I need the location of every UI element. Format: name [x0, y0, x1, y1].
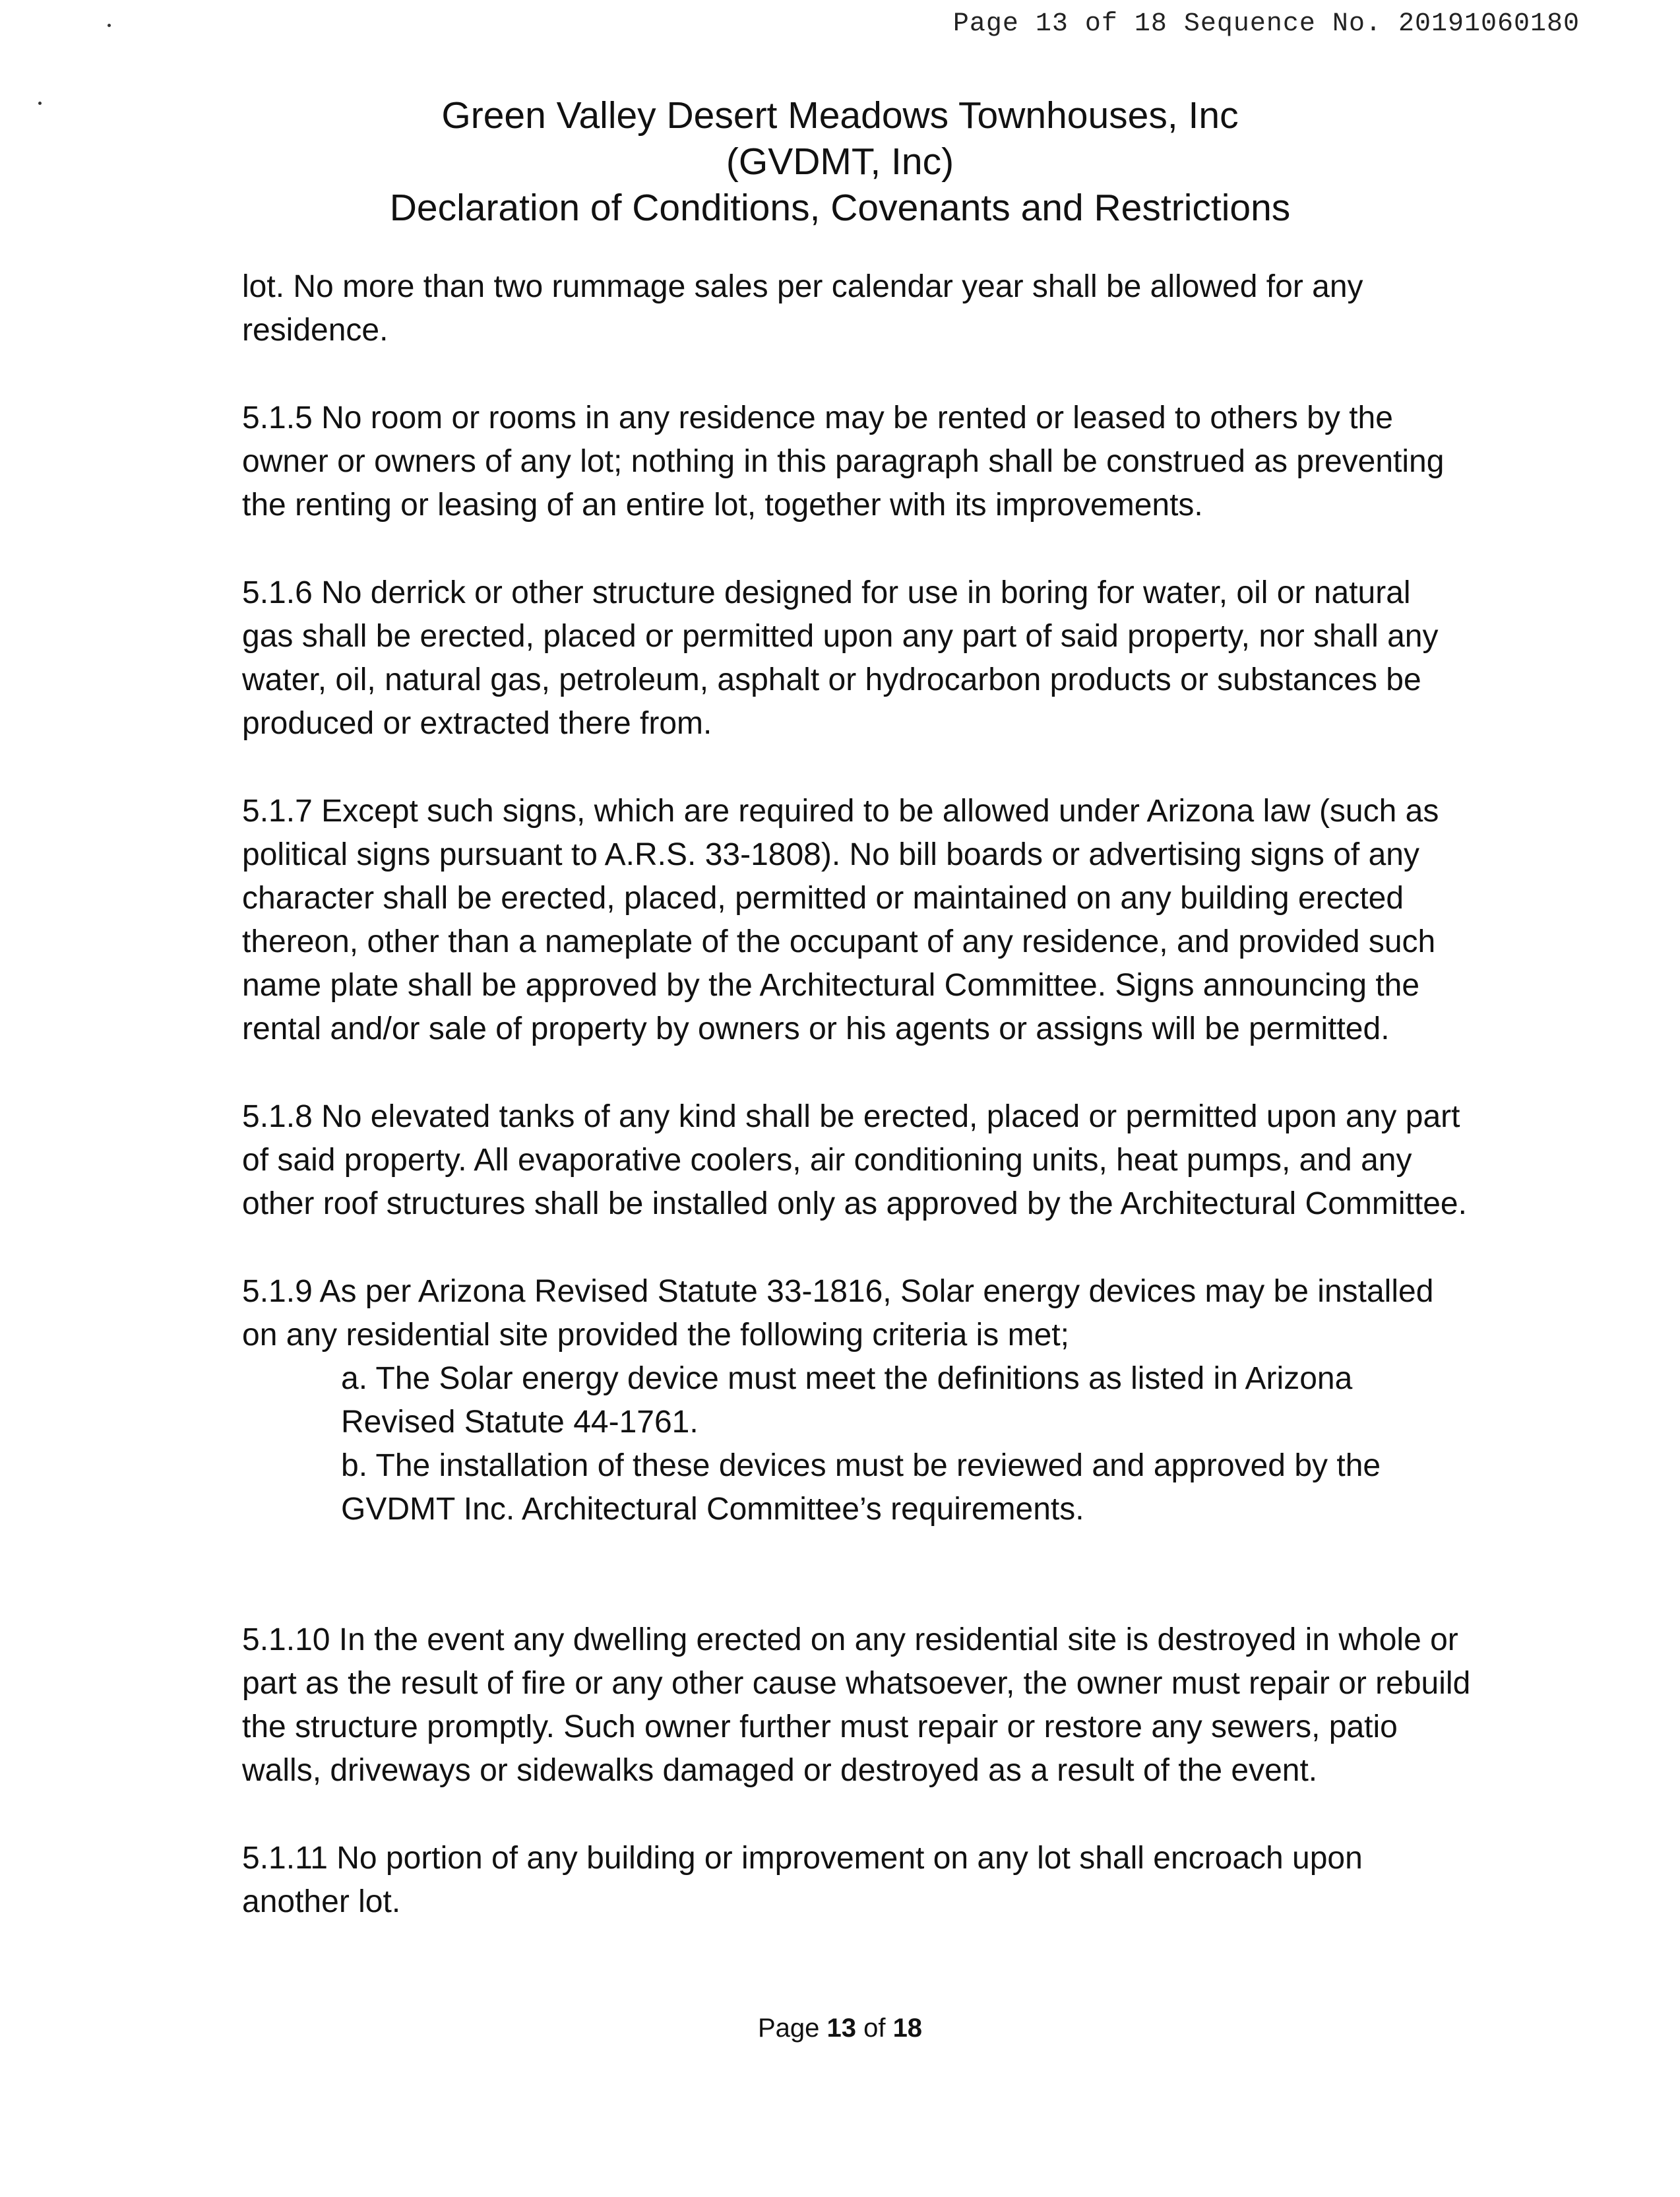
scan-speck: [108, 24, 111, 27]
paragraph-continuation: lot. No more than two rummage sales per calendar year shall be allowed for any residence.: [242, 269, 1363, 348]
footer-mid: of: [856, 2014, 893, 2043]
section-5-1-9-intro: 5.1.9 As per Arizona Revised Statute 33-1816, Solar energy devices may be installed on any residential site provided the following criteria is met;: [242, 1274, 1434, 1353]
section-5-1-9-item-a: a. The Solar energy device must meet the definitions as listed in Arizona Revised Statute 44-1761.: [341, 1361, 1353, 1440]
header-title-line3: Declaration of Conditions, Covenants and Restrictions: [389, 187, 1291, 229]
footer-prefix: Page: [757, 2014, 827, 2043]
section-5-1-9: [242, 1270, 1535, 1531]
section-5-1-5: 5.1.5 No room or rooms in any residence may be rented or leased to others by the owner or owners of any lot; nothing in this paragraph shall be construed as preventing the renting or leasing of an entire lot, together with its improvements.: [242, 400, 1445, 523]
header-title-line2: (GVDMT, Inc): [726, 141, 954, 183]
section-5-1-10: 5.1.10 In the event any dwelling erected on any residential site is destroyed in whole or part as the result of fire or any other cause whatsoever, the owner must repair or rebuild the structure promptly. Such owner further must repair or restore any sewers, patio walls, driveways or sidewalks damaged or destroyed as a result of the event.: [242, 1622, 1471, 1788]
document-body: [242, 265, 1535, 1968]
section-5-1-8: 5.1.8 No elevated tanks of any kind shall be erected, placed or permitted upon any part of said property. All evaporative coolers, air conditioning units, heat pumps, and any other roof structures shall be installed only as approved by the Architectural Committee.: [242, 1099, 1467, 1221]
footer-current-page: 13: [826, 2014, 856, 2043]
footer-total-pages: 18: [892, 2014, 923, 2043]
recording-stamp: Page 13 of 18 Sequence No. 20191060180: [952, 9, 1580, 39]
page-footer: [0, 2014, 1680, 2043]
header-title-line1: Green Valley Desert Meadows Townhouses, Inc: [441, 94, 1239, 137]
document-header: [0, 92, 1680, 231]
section-5-1-11: 5.1.11 No portion of any building or improvement on any lot shall encroach upon another lot.: [242, 1841, 1363, 1919]
section-5-1-6: 5.1.6 No derrick or other structure designed for use in boring for water, oil or natural gas shall be erected, placed or permitted upon any part of said property, nor shall any water, oil, natural gas, petroleum, asphalt or hydrocarbon products or substances be produced or extracted there from.: [242, 575, 1439, 741]
section-5-1-7: 5.1.7 Except such signs, which are required to be allowed under Arizona law (such as political signs pursuant to A.R.S. 33-1808). No bill boards or advertising signs of any character shall be erected, placed, permitted or maintained on any building erected thereon, other than a nameplate of the occupant of any residence, and provided such name plate shall be approved by the Architectural Committee. Signs announcing the rental and/or sale of property by owners or his agents or assigns will be permitted.: [242, 794, 1439, 1046]
section-5-1-9-item-b: b. The installation of these devices must be reviewed and approved by the GVDMT Inc. Architectural Committee’s requirements.: [341, 1448, 1381, 1527]
